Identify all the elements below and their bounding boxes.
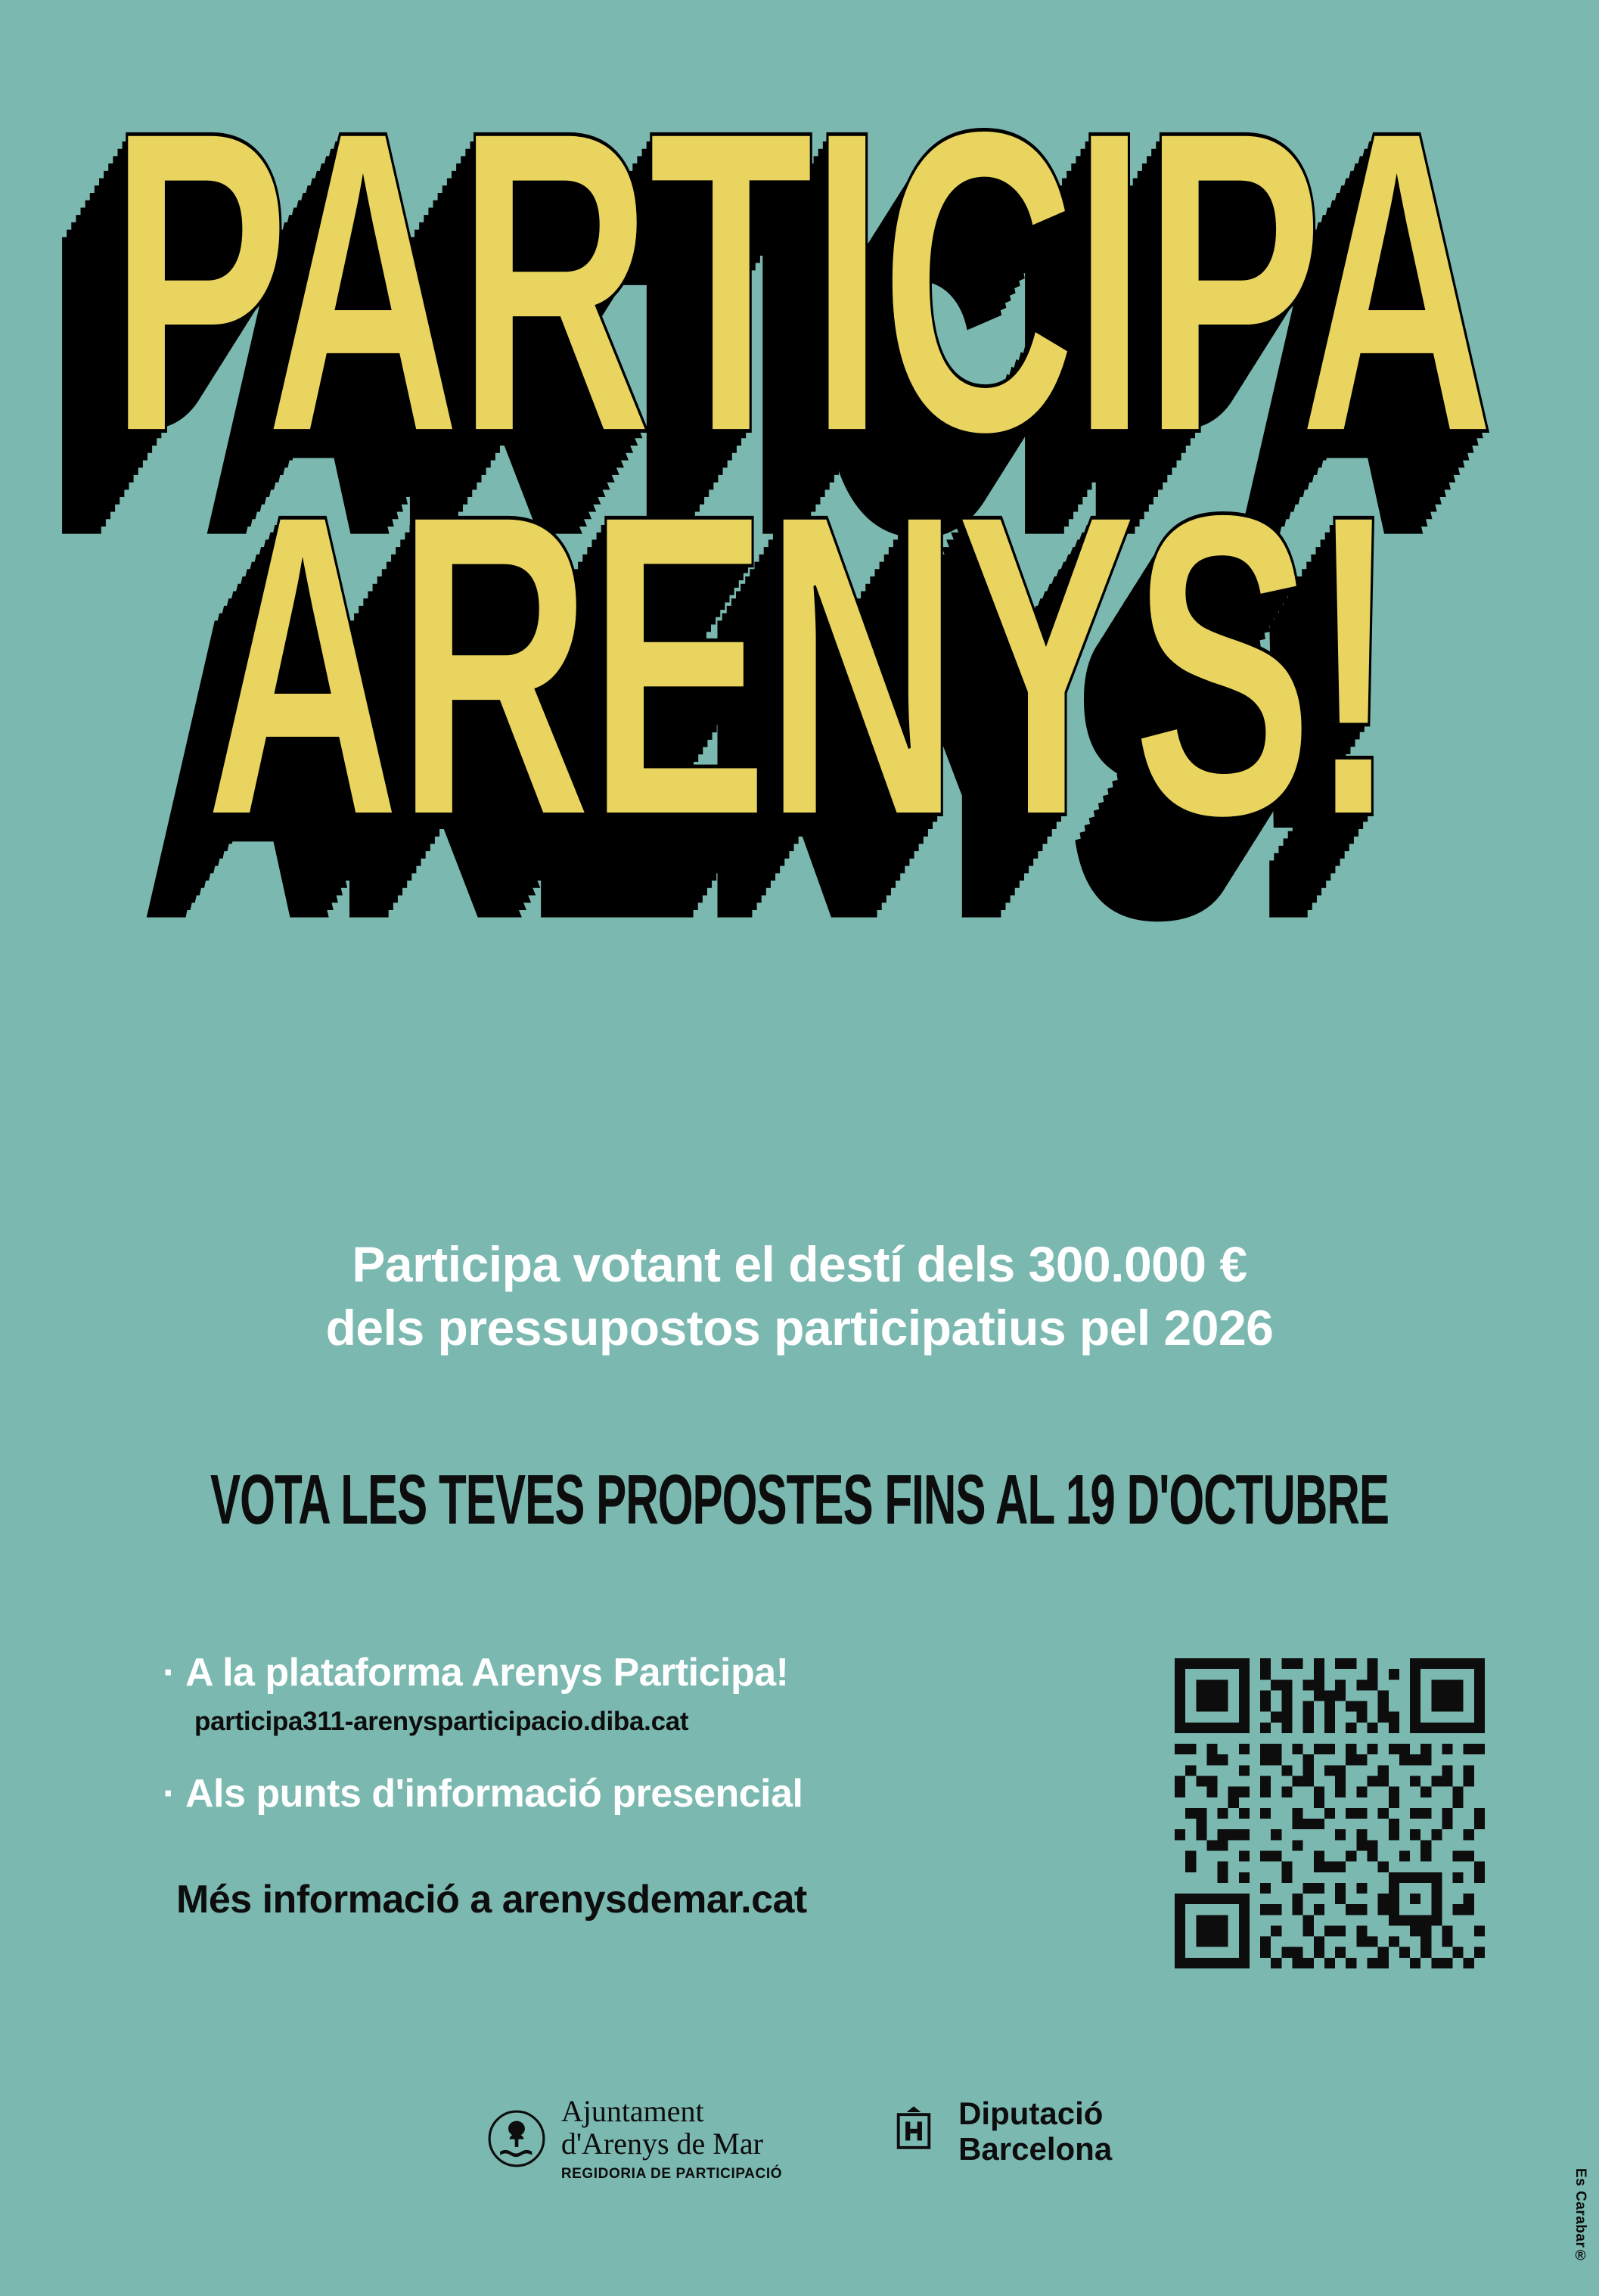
info-item-inperson-label: Als punts d'informació presencial xyxy=(185,1772,803,1816)
designer-credit: Es Carabar® xyxy=(1573,2168,1588,2264)
logo-diputacio-line-1: Diputació xyxy=(958,2096,1104,2131)
logo-ajuntament-line-3: REGIDORIA DE PARTICIPACIÓ xyxy=(560,2165,783,2182)
poster-subtitle xyxy=(0,1233,1599,1360)
info-item-platform xyxy=(163,1649,1063,1696)
logo-diputacio-line-2: Barcelona xyxy=(958,2131,1113,2167)
logo-diputacio-barcelona xyxy=(884,2096,1112,2167)
platform-url[interactable]: participa311-arenysparticipacio.diba.cat xyxy=(194,1707,689,1737)
headline-line-2: ARENYS! xyxy=(204,423,1395,906)
bullet-dot-icon: · xyxy=(163,1772,175,1816)
footer-logos xyxy=(0,2096,1599,2182)
qr-code-container[interactable] xyxy=(1175,1658,1485,1968)
qr-code-icon[interactable] xyxy=(1175,1658,1485,1968)
poster-headline xyxy=(0,39,1599,906)
town-crest-icon xyxy=(487,2109,546,2168)
subtitle-line-2: dels pressupostos participatius pel 2026 xyxy=(325,1299,1274,1356)
info-block xyxy=(163,1649,1063,1922)
logo-ajuntament-line-2: d'Arenys de Mar xyxy=(560,2126,763,2161)
logo-ajuntament-text xyxy=(561,2096,782,2182)
bullet-dot-icon: · xyxy=(163,1651,175,1695)
logo-ajuntament-line-1: Ajuntament xyxy=(560,2094,704,2128)
headline-line-1: PARTICIPA xyxy=(108,39,1491,524)
info-item-platform-label: A la plataforma Arenys Participa! xyxy=(185,1651,789,1695)
subtitle-line-1: Participa votant el destí dels 300.000 € xyxy=(352,1236,1247,1292)
logo-ajuntament-arenys-de-mar xyxy=(487,2096,782,2182)
logo-diputacio-text xyxy=(958,2096,1112,2167)
call-to-action-text: VOTA LES TEVES PROPOSTES FINS AL 19 D'OCTUBRE xyxy=(210,1461,1389,1539)
more-info-text: Més informació a arenysdemar.cat xyxy=(176,1877,807,1922)
diputacio-crest-icon xyxy=(884,2102,943,2161)
info-item-inperson xyxy=(163,1770,1063,1817)
